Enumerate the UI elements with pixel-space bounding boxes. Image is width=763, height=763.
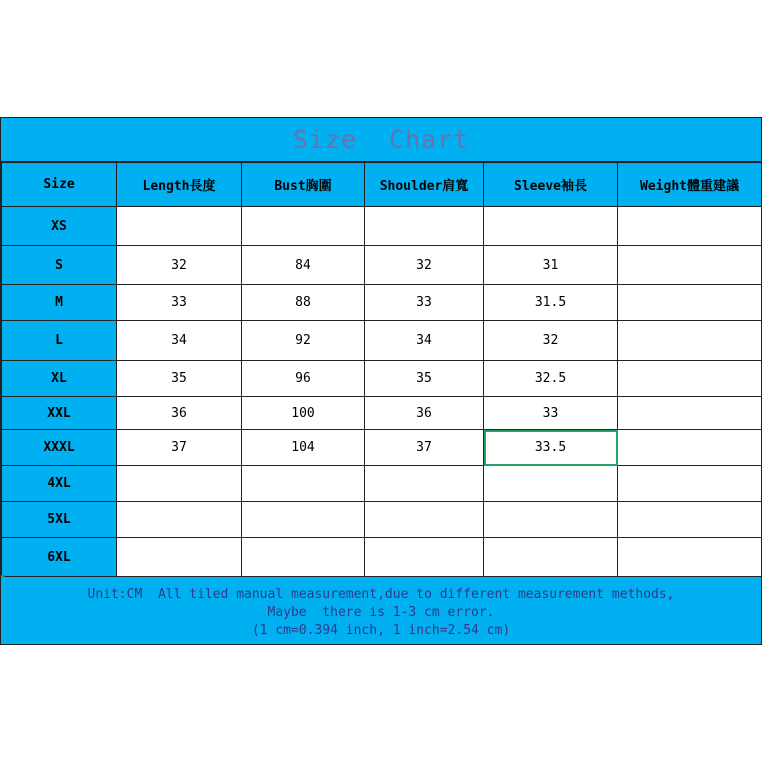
table-row <box>2 538 762 577</box>
length-cell[interactable]: 33 <box>117 285 242 321</box>
sleeve-cell-selected[interactable]: 33.5 <box>484 430 618 466</box>
weight-cell[interactable] <box>618 430 762 466</box>
header-bust[interactable]: Bust胸圍 <box>242 163 365 207</box>
length-cell[interactable] <box>117 502 242 538</box>
sleeve-cell[interactable] <box>484 466 618 502</box>
header-weight[interactable]: Weight體重建議 <box>618 163 762 207</box>
shoulder-cell[interactable] <box>365 207 484 246</box>
bust-cell[interactable]: 96 <box>242 361 365 397</box>
shoulder-cell[interactable] <box>365 502 484 538</box>
bust-cell[interactable]: 104 <box>242 430 365 466</box>
size-cell[interactable]: 5XL <box>2 502 117 538</box>
sleeve-cell[interactable] <box>484 207 618 246</box>
header-sleeve[interactable]: Sleeve袖長 <box>484 163 618 207</box>
weight-cell[interactable] <box>618 207 762 246</box>
size-cell[interactable]: 6XL <box>2 538 117 577</box>
header-length[interactable]: Length長度 <box>117 163 242 207</box>
sleeve-cell[interactable]: 33 <box>484 397 618 430</box>
size-cell[interactable]: XL <box>2 361 117 397</box>
footer-line-1: Unit:CM All tiled manual measurement,due to different measurement methods, <box>87 587 675 602</box>
shoulder-cell[interactable]: 34 <box>365 321 484 361</box>
table-row <box>2 361 762 397</box>
weight-cell[interactable] <box>618 466 762 502</box>
shoulder-cell[interactable] <box>365 466 484 502</box>
length-cell[interactable]: 32 <box>117 246 242 285</box>
length-cell[interactable]: 36 <box>117 397 242 430</box>
weight-cell[interactable] <box>618 502 762 538</box>
shoulder-cell[interactable]: 35 <box>365 361 484 397</box>
chart-title: Size Chart <box>292 125 470 154</box>
sleeve-cell[interactable]: 31.5 <box>484 285 618 321</box>
shoulder-cell[interactable]: 32 <box>365 246 484 285</box>
table-row <box>2 285 762 321</box>
bust-cell[interactable] <box>242 466 365 502</box>
table-row <box>2 397 762 430</box>
size-cell[interactable]: XS <box>2 207 117 246</box>
sleeve-cell[interactable] <box>484 502 618 538</box>
weight-cell[interactable] <box>618 538 762 577</box>
header-row <box>2 163 762 207</box>
table-row <box>2 321 762 361</box>
bust-cell[interactable]: 84 <box>242 246 365 285</box>
size-cell[interactable]: L <box>2 321 117 361</box>
length-cell[interactable]: 37 <box>117 430 242 466</box>
bust-cell[interactable] <box>242 207 365 246</box>
header-shoulder[interactable]: Shoulder肩寬 <box>365 163 484 207</box>
footer-note <box>1 577 761 644</box>
size-cell[interactable]: S <box>2 246 117 285</box>
sleeve-cell[interactable]: 32.5 <box>484 361 618 397</box>
header-size[interactable]: Size <box>2 163 117 207</box>
table-row <box>2 246 762 285</box>
shoulder-cell[interactable]: 33 <box>365 285 484 321</box>
footer-line-3: (1 cm=0.394 inch, 1 inch=2.54 cm) <box>251 623 511 638</box>
bust-cell[interactable] <box>242 502 365 538</box>
weight-cell[interactable] <box>618 361 762 397</box>
weight-cell[interactable] <box>618 321 762 361</box>
size-cell[interactable]: 4XL <box>2 466 117 502</box>
bust-cell[interactable] <box>242 538 365 577</box>
length-cell[interactable]: 35 <box>117 361 242 397</box>
table-row <box>2 502 762 538</box>
sleeve-cell[interactable] <box>484 538 618 577</box>
size-cell[interactable]: XXL <box>2 397 117 430</box>
table-row <box>2 207 762 246</box>
length-cell[interactable]: 34 <box>117 321 242 361</box>
bust-cell[interactable]: 100 <box>242 397 365 430</box>
shoulder-cell[interactable]: 36 <box>365 397 484 430</box>
sleeve-cell[interactable]: 31 <box>484 246 618 285</box>
table-row <box>2 466 762 502</box>
length-cell[interactable] <box>117 466 242 502</box>
weight-cell[interactable] <box>618 397 762 430</box>
bust-cell[interactable]: 88 <box>242 285 365 321</box>
footer-line-2: Maybe there is 1-3 cm error. <box>267 605 495 620</box>
bust-cell[interactable]: 92 <box>242 321 365 361</box>
size-cell[interactable]: M <box>2 285 117 321</box>
length-cell[interactable] <box>117 207 242 246</box>
title-bar <box>1 118 761 162</box>
size-chart-sheet <box>0 117 762 645</box>
table-row <box>2 430 762 466</box>
sleeve-cell[interactable]: 32 <box>484 321 618 361</box>
shoulder-cell[interactable]: 37 <box>365 430 484 466</box>
size-cell[interactable]: XXXL <box>2 430 117 466</box>
weight-cell[interactable] <box>618 246 762 285</box>
weight-cell[interactable] <box>618 285 762 321</box>
size-table <box>1 162 762 577</box>
length-cell[interactable] <box>117 538 242 577</box>
shoulder-cell[interactable] <box>365 538 484 577</box>
